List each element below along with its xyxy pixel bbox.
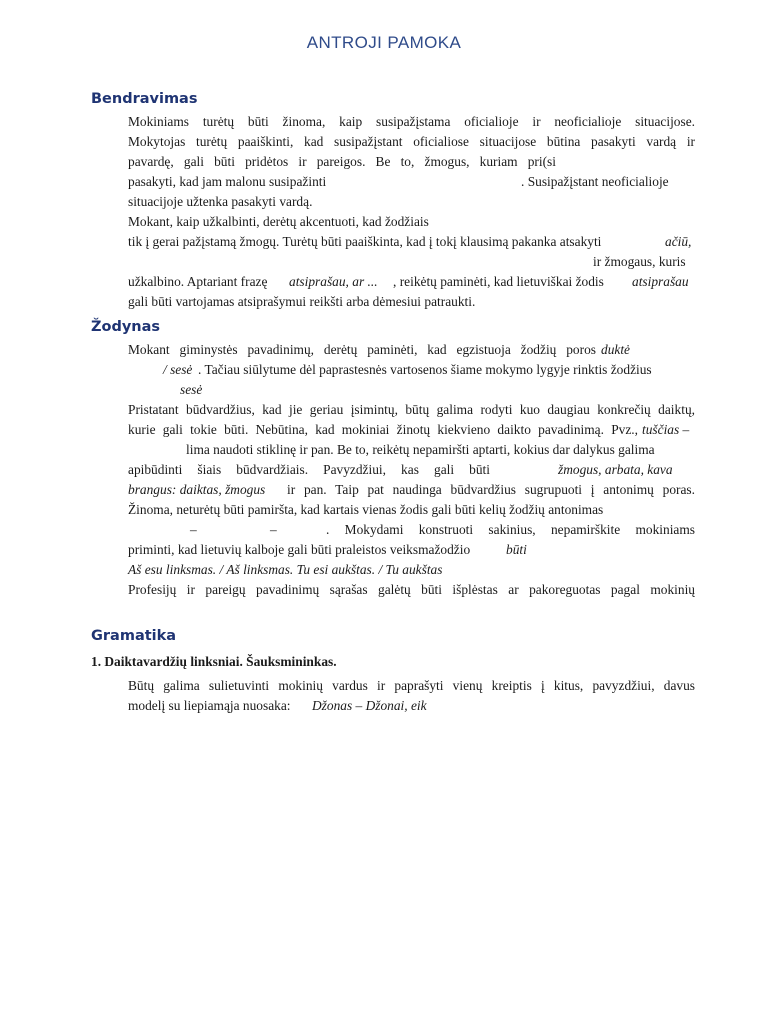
paragraph-line: Profesijų ir pareigų pavadinimų sąrašas galėtų būti išplėstas ar pakoreguotas pagal mokinių xyxy=(128,582,695,597)
italic-example: Džonas – Džonai, eik xyxy=(312,698,427,713)
paragraph-line: apibūdinti šiais būdvardžiais. Pavyzdžiui, kas gali būti xyxy=(128,462,490,477)
paragraph-line: . Susipažįstant neoficialioje xyxy=(521,174,669,189)
paragraph-line: Mokytojas turėtų paaiškinti, kad susipažįstant oficialiose situacijose būtina pasakyti vardą ir xyxy=(128,134,695,149)
paragraph-line: , reikėtų paminėti, kad lietuviškai žodis xyxy=(393,274,604,289)
italic-term: / sesė xyxy=(163,362,193,377)
paragraph-line: tik į gerai pažįstamą žmogų. Turėtų būti paaiškinta, kad į tokį klausimą pakanka atsakyti xyxy=(128,234,602,249)
paragraph-line: modelį su liepiamąja nuosaka: xyxy=(128,698,291,713)
italic-term: ačiū, xyxy=(665,234,692,249)
italic-term: duktė xyxy=(601,342,630,357)
paragraph-line: Mokant, kaip užkalbinti, derėtų akcentuoti, kad žodžiais xyxy=(128,214,429,229)
paragraph-line: ir žmogaus, kuris xyxy=(593,254,686,269)
italic-term: žmogus, arbata, kava xyxy=(558,462,673,477)
italic-term: būti xyxy=(506,542,527,557)
paragraph-line: Būtų galima sulietuvinti mokinių vardus ir paprašyti vienų kreiptis į kitus, pavyzdžiui, davus xyxy=(128,678,695,693)
section-heading-zodynas: Žodynas xyxy=(91,319,161,335)
section-heading-bendravimas: Bendravimas xyxy=(91,91,198,107)
italic-term: brangus: daiktas, žmogus xyxy=(128,482,266,497)
paragraph-line: priminti, kad lietuvių kalboje gali būti praleistos veiksmažodžio xyxy=(128,542,471,557)
italic-term: atsiprašau xyxy=(632,274,689,289)
paragraph-line: užkalbino. Aptariant frazę xyxy=(128,274,268,289)
paragraph-line: situacijoje užtenka pasakyti vardą. xyxy=(128,194,313,209)
italic-term: sesė xyxy=(180,382,203,397)
paragraph-line: pavardę, gali būti pridėtos ir pareigos. Be to, žmogus, kuriam pri(si xyxy=(128,154,556,169)
page-title: ANTROJI PAMOKA xyxy=(306,33,462,52)
paragraph-line: . Mokydami konstruoti sakinius, nepamirškite mokiniams xyxy=(326,522,695,537)
paragraph-line: Pristatant būdvardžius, kad jie geriau įsimintų, būtų galima rodyti kuo daugiau konkrečių daiktų, xyxy=(128,402,695,417)
subheading: 1. Daiktavardžių linksniai. Šauksmininkas. xyxy=(91,654,337,669)
dash: – xyxy=(270,522,277,537)
italic-example: Aš esu linksmas. / Aš linksmas. Tu esi aukštas. / Tu aukštas xyxy=(128,562,443,577)
paragraph-line: pasakyti, kad jam malonu susipažinti xyxy=(128,174,327,189)
paragraph-line: Mokiniams turėtų būti žinoma, kaip susipažįstama oficialioje ir neoficialioje situacijose. xyxy=(128,114,695,129)
italic-term: atsiprašau, ar ... xyxy=(289,274,378,289)
paragraph-line: lima naudoti stiklinę ir pan. Be to, reikėtų nepamiršti aptarti, kokius dar dalykus galima xyxy=(186,442,655,457)
paragraph-line: Žinoma, neturėtų būti pamiršta, kad kartais vienas žodis gali būti kelių žodžių antonimas xyxy=(128,502,604,517)
paragraph-line: kurie gali tokie būti. Nebūtina, kad mokiniai žinotų kiekvieno daikto pavadinimą. Pvz., xyxy=(128,422,638,437)
paragraph-line: Mokant giminystės pavadinimų, derėtų paminėti, kad egzistuoja žodžių poros xyxy=(128,342,596,357)
paragraph-line: . Tačiau siūlytume dėl paprastesnės vartosenos šiame mokymo lygyje rinktis žodžius xyxy=(198,362,652,377)
section-heading-gramatika: Gramatika xyxy=(91,628,177,644)
paragraph-line: gali būti vartojamas atsiprašymui reikšti arba dėmesiui patraukti. xyxy=(128,294,476,309)
italic-term: tuščias – xyxy=(642,422,690,437)
paragraph-line: ir pan. Taip pat naudinga būdvardžius sugrupuoti į antonimų poras. xyxy=(287,482,695,497)
dash: – xyxy=(190,522,197,537)
